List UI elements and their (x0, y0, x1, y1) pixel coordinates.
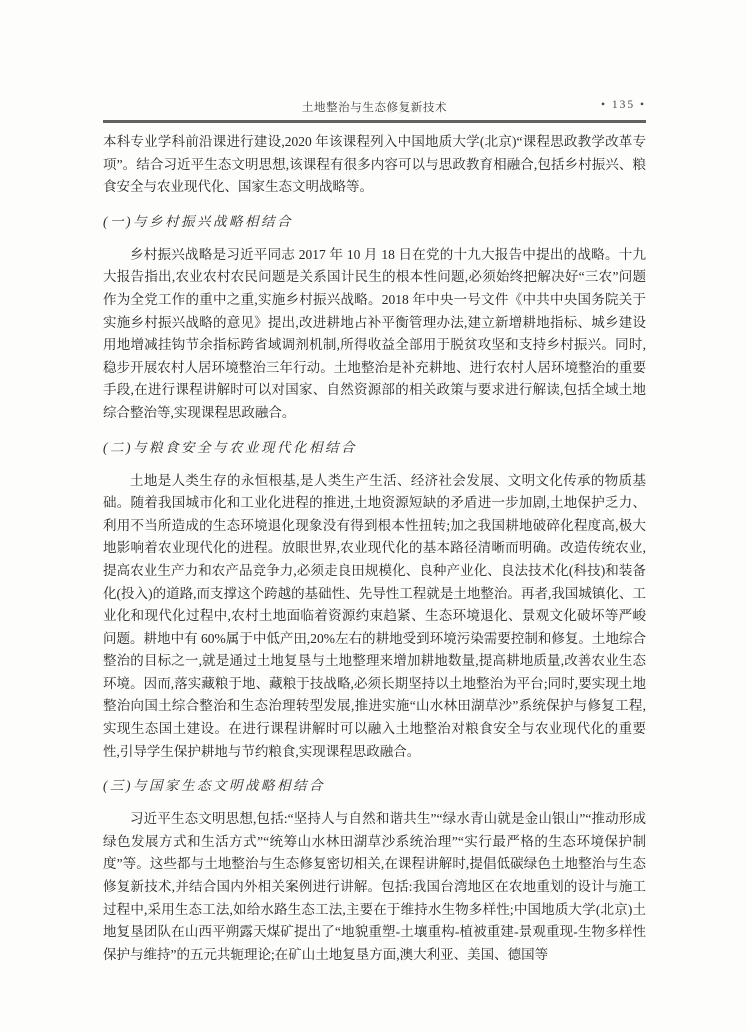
page-header (103, 99, 646, 119)
paragraph-course-intro: 本科专业学科前沿课进行建设,2020 年该课程列入中国地质大学(北京)“课程思政教学改革专项”。结合习近平生态文明思想,该课程有很多内容可以与思政教育相融合,包括乡村振兴、粮食安全与农业现代化、国家生态文明战略等。 (103, 134, 646, 195)
running-title: 土地整治与生态修复新技术 (301, 102, 448, 114)
page-number: • 135 • (600, 99, 646, 111)
section-heading-rural-revitalization: (一)与乡村振兴战略相结合 (103, 213, 293, 229)
paragraph-rural-revitalization: 乡村振兴战略是习近平同志 2017 年 10 月 18 日在党的十九大报告中提出的战略。十九大报告指出,农业农村农民问题是关系国计民生的根本性问题,必须始终把解决好“三农”问题作为全党工作的重中之重,实施乡村振兴战略。2018 年中央一号文件《中共中央国务院关于实施乡村振兴战略的意见》提出,改进耕地占补平衡管理办法,建立新增耕地指标、城乡建设用地增减挂钩节余指标跨省域调剂机制,所得收益全部用于脱贫攻坚和支持乡村振兴。同时,稳步开展农村人居环境整治三年行动。土地整治是补充耕地、进行农村人居环境整治的重要手段,在进行课程讲解时可以对国家、自然资源部的相关政策与要求进行解读,包括全域土地综合整治等,实现课程思政融合。 (103, 246, 646, 420)
page-body (103, 131, 646, 966)
header-rule (103, 120, 646, 123)
section-heading-eco-civilization: (三)与国家生态文明战略相结合 (103, 778, 325, 794)
paragraph-eco-civilization: 习近平生态文明思想,包括:“坚持人与自然和谐共生”“绿水青山就是金山银山”“推动形成绿色发展方式和生活方式”“统筹山水林田湖草沙系统治理”“实行最严格的生态环境保护制度”等。这些都与土地整治与生态修复密切相关,在课程讲解时,提倡低碳绿色土地整治与生态修复新技术,并结合国内外相关案例进行讲解。包括:我国台湾地区在农地重划的设计与施工过程中,采用生态工法,如给水路生态工法,主要在于维持水生物多样性;中国地质大学(北京)土地复垦团队在山西平朔露天煤矿提出了“地貌重塑-土壤重构-植被重建-景观重现-生物多样性保护与维持”的五元共轭理论;在矿山土地复垦方面,澳大利亚、美国、德国等 (103, 811, 646, 962)
section-heading-food-security: (二)与粮食安全与农业现代化相结合 (103, 439, 357, 455)
paragraph-food-security: 土地是人类生存的永恒根基,是人类生产生活、经济社会发展、文明文化传承的物质基础。随着我国城市化和工业化进程的推进,土地资源短缺的矛盾进一步加剧,土地保护乏力、利用不当所造成的生态环境退化现象没有得到根本性扭转;加之我国耕地破碎化程度高,极大地影响着农业现代化的进程。放眼世界,农业现代化的基本路径清晰而明确。改造传统农业,提高农业生产力和农产品竞争力,必须走良田规模化、良种产业化、良法技术化(科技)和装备化(投入)的道路,而支撑这个跨越的基础性、先导性工程就是土地整治。再者,我国城镇化、工业化和现代化过程中,农村土地面临着资源约束趋紧、生态环境退化、景观文化破坏等严峻问题。耕地中有 60%属于中低产田,20%左右的耕地受到环境污染需要控制和修复。土地综合整治的目标之一,就是通过土地复垦与土地整理来增加耕地数量,提高耕地质量,改善农业生态环境。因而,落实藏粮于地、藏粮于技战略,必须长期坚持以土地整治为平台;同时,要实现土地整治向国土综合整治和生态治理转型发展,推进实施“山水林田湖草沙”系统保护与修复工程,实现生态国土建设。在进行课程讲解时可以融入土地整治对粮食安全与农业现代化的重要性,引导学生保护耕地与节约粮食,实现课程思政融合。 (103, 472, 646, 759)
